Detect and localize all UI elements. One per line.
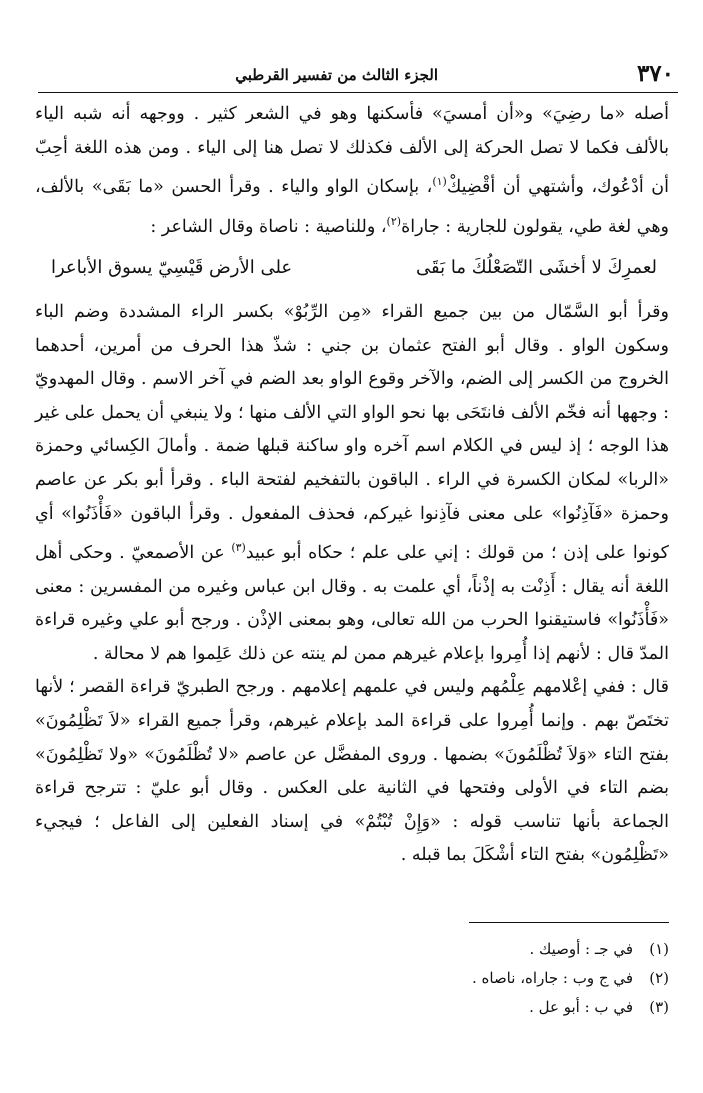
footnote-text: في ج وب : جاراه، ناصاه . [471, 969, 633, 987]
paragraph-1-text-c: ، وللناصية : ناصاة وقال الشاعر : [150, 216, 387, 237]
paragraph-3: قال : ففي إعْلامهم عِلْمُهم وليس في علمهم إعلامهم . ورجح الطبريّ قراءة القصر ؛ لأنها تختَصّ بهم . وإنما أُمِروا على قراءة المد بإعلام غيرهم، وقرأ جميع القراء «لاَ تَظْلِمُونَ» بفتح التاء «وَلاَ تُظْلَمُونَ» بضمها . وروى المفضَّل عن عاصم «لا تُظْلَمُونَ» «ولا تَظْلِمُونَ» بضم التاء في الأولى وفتحها في الثانية على العكس . وقال أبو عليّ : تترجح قراءة الجماعة بأنها تناسب قوله : «وَإِنْ تُبْتُمْ» في إسناد الفعلين إلى الفاعل ؛ فيجيء «تَظْلِمُون» بفتح التاء أشْكَلَ بما قبله . [35, 677, 669, 866]
running-title: الجزء الثالث من تفسير القرطبي [235, 66, 438, 84]
main-text [35, 98, 669, 873]
footnote-mark: (١) [649, 940, 669, 958]
poetry-verse [51, 248, 657, 288]
page-number: ٣٧٠ [636, 60, 674, 87]
footnote-1 [29, 935, 669, 964]
paragraph-2-text-b: عن الأصمعيّ . وحكى أهل اللغة أنه يقال : أَذِنْت به إذْناً، أي علمت به . وقال ابن عباس وغيره من المفسرين : معنى «فَأْذَنُوا» فاستيقنوا الحرب من الله تعالى، وهو بمعنى الإذْن . ورجح أبو علي وغيره قراءة المدّ قال : لأنهم إذا أُمِروا بإعلام غيرهم ممن لم ينته عن ذلك عَلِموا هم لا محالة . [35, 543, 669, 664]
footnote-text: في ب : أبو عل . [529, 998, 633, 1016]
footnote-mark: (٣) [649, 998, 669, 1016]
footnote-ref-2: (٢) [386, 214, 402, 228]
paragraph-1-text: أصله «ما رضِيَ» و«أن أمسيَ» فأسكنها وهو في الشعر كثير . ووجهه أنه شبه الياء بالألف فكما لا تصل الحركة إلى الألف فكذلك لا تصل هنا إلى الياء . ومن هذه اللغة أحِبّ أن أدْعُوك، وأشتهي أن أقْضِيكْ [35, 104, 669, 198]
page-header [38, 58, 678, 93]
footnote-3 [29, 993, 669, 1022]
footnote-mark: (٢) [649, 969, 669, 987]
verse-second-hemistich: على الأرض قَيْسِيّ يسوق الأباعرا [51, 257, 293, 279]
footnote-ref-3: (٣) [231, 541, 246, 555]
paragraph-1 [35, 98, 669, 244]
paragraph-2-text: وقرأ أبو السَّمّال من بين جميع القراء «مِن الرِّبُوْ» بكسر الراء المشددة وضم الباء وسكون الواو . وقال أبو الفتح عثمان بن جني : شذّ هذا الحرف من أمرين، أحدهما الخروج من الكسر إلى الضم، والآخر وقوع الواو بعد الضم في آخر الاسم . وقال المهدويّ : وجهها أنه فخّم الألف فانتَحَى بها نحو الواو التي الألف منها ؛ ولا ينبغي أن يحمل على غير هذا الوجه ؛ إذ ليس في الكلام اسم آخره واو ساكنة قبلها ضمة . وأمالَ الكِسائي وحمزة «الربا» لمكان الكسرة في الراء . الباقون بالتفخيم لفتحة الباء . وقرأ أبو بكر عن عاصم وحمزة «فَآذِنُوا» على معنى فآذِنوا غيركم، فحذف المفعول . وقرأ الباقون «فَأْذَنُوا» أي كونوا على إذن ؛ من قولك : إني على علم ؛ حكاه أبو عبيد [35, 302, 669, 564]
footnote-text: في جـ : أوصيك . [529, 940, 633, 958]
verse-first-hemistich: لعمرِكَ لا أخشَى التّصَعْلُكَ ما بَقَى [416, 257, 657, 279]
footnote-divider [469, 922, 669, 923]
footnotes [29, 935, 669, 1022]
paragraph-1-text-b: ، بإسكان الواو والياء . وقرأ الحسن «ما بَقَى» بالألف، وهي لغة طي، يقولون للجارية : جاراة [35, 177, 669, 237]
footnote-ref-1: (١) [432, 175, 447, 189]
paragraph-2 [35, 296, 669, 671]
footnote-2 [29, 964, 669, 993]
